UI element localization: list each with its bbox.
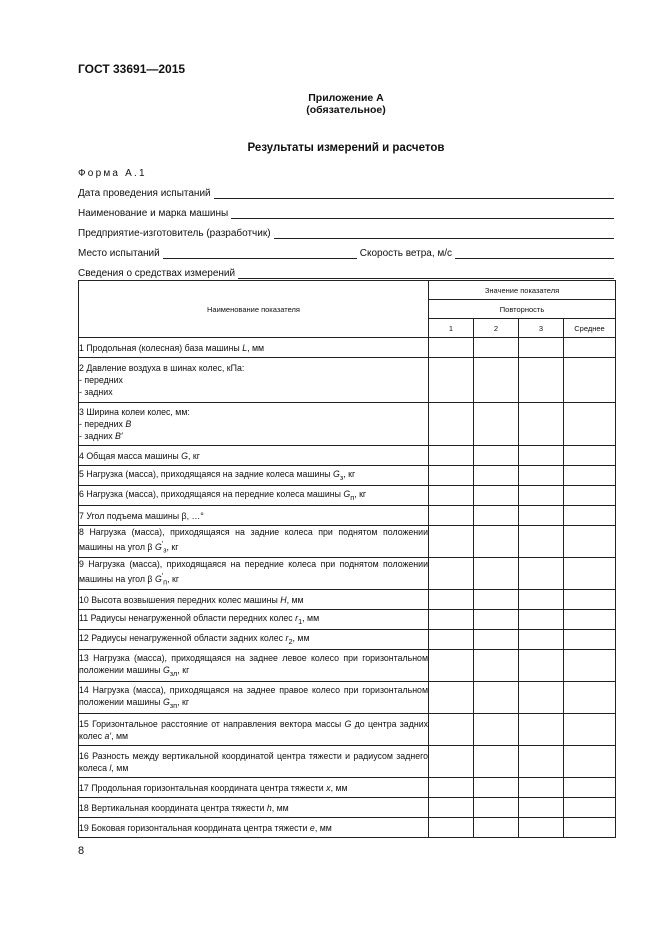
table-row — [79, 818, 616, 838]
value-cell[interactable] — [429, 338, 474, 358]
value-cell[interactable] — [519, 610, 564, 630]
value-cell[interactable] — [474, 778, 519, 798]
row-name: 12 Радиусы ненагруженной области задних колес $r_2$, мм — [79, 630, 429, 650]
value-cell[interactable] — [519, 446, 564, 466]
value-cell[interactable] — [429, 446, 474, 466]
value-cell[interactable] — [429, 682, 474, 714]
value-cell[interactable] — [474, 338, 519, 358]
value-cell[interactable] — [519, 682, 564, 714]
value-cell[interactable] — [474, 403, 519, 446]
mean-cell[interactable] — [564, 338, 616, 358]
value-cell[interactable] — [519, 746, 564, 778]
table-row — [79, 746, 616, 778]
row-name: 8 Нагрузка (масса), приходящаяся на задние колеса при поднятом положении машины на угол β $G'_з$, кг — [79, 526, 429, 558]
header-repeat: Повторность — [429, 300, 616, 319]
row-name: 13 Нагрузка (масса), приходящаяся на заднее левое колесо при горизонтальном положении машины $G_{зл}$, кг — [79, 650, 429, 682]
table-row — [79, 714, 616, 746]
field-machine-name — [78, 205, 614, 219]
value-cell[interactable] — [429, 610, 474, 630]
table-header-row — [79, 281, 616, 300]
value-cell[interactable] — [474, 714, 519, 746]
field-machine-name-line[interactable] — [231, 208, 614, 219]
annex-status: (обязательное) — [306, 104, 386, 116]
value-cell[interactable] — [519, 630, 564, 650]
value-cell[interactable] — [519, 403, 564, 446]
value-cell[interactable] — [429, 526, 474, 558]
header-value: Значение показателя — [429, 281, 616, 300]
form-label: Форма А.1 — [78, 168, 147, 179]
table-row — [79, 650, 616, 682]
row-name: 11 Радиусы ненагруженной области передних колес $r_1$, мм — [79, 610, 429, 630]
value-cell[interactable] — [519, 558, 564, 590]
row-name: 3 Ширина колеи колес, мм: - передних B - задних B′ — [79, 403, 429, 446]
field-place-wind — [78, 245, 614, 259]
value-cell[interactable] — [519, 590, 564, 610]
field-manufacturer-line[interactable] — [274, 228, 614, 239]
header-col-3: 3 — [519, 319, 564, 338]
row-name: 16 Разность между вертикальной координатой центра тяжести и радиусом заднего колеса l, мм — [79, 746, 429, 778]
annex-title: Приложение А — [308, 92, 384, 104]
value-cell[interactable] — [519, 818, 564, 838]
header-col-1: 1 — [429, 319, 474, 338]
field-manufacturer — [78, 225, 614, 239]
row-name: 14 Нагрузка (масса), приходящаяся на заднее правое колесо при горизонтальном положении машины $G_{зп}$, кг — [79, 682, 429, 714]
value-cell[interactable] — [429, 558, 474, 590]
row-name: 15 Горизонтальное расстояние от направления вектора массы G до центра задних колес a′, мм — [79, 714, 429, 746]
mean-cell[interactable] — [564, 466, 616, 486]
field-place-label: Место испытаний — [78, 248, 160, 259]
value-cell[interactable] — [429, 798, 474, 818]
mean-cell[interactable] — [564, 486, 616, 506]
table-row — [79, 466, 616, 486]
value-cell[interactable] — [519, 486, 564, 506]
value-cell[interactable] — [474, 746, 519, 778]
field-wind-label: Скорость ветра, м/с — [359, 248, 453, 259]
table-row — [79, 338, 616, 358]
mean-cell[interactable] — [564, 778, 616, 798]
value-cell[interactable] — [429, 630, 474, 650]
row-name: 10 Высота возвышения передних колес машины H, мм — [79, 590, 429, 610]
mean-cell[interactable] — [564, 818, 616, 838]
mean-cell[interactable] — [564, 403, 616, 446]
row-name: 4 Общая масса машины G, кг — [79, 446, 429, 466]
row-name: 9 Нагрузка (масса), приходящаяся на передние колеса при поднятом положении машины на угол β $G'_п$, кг — [79, 558, 429, 590]
table-row — [79, 558, 616, 590]
mean-cell[interactable] — [564, 746, 616, 778]
page-number: 8 — [78, 845, 85, 857]
row-name: 19 Боковая горизонтальная координата центра тяжести e, мм — [79, 818, 429, 838]
value-cell[interactable] — [519, 798, 564, 818]
value-cell[interactable] — [519, 358, 564, 403]
document-title: Результаты измерений и расчетов — [247, 142, 445, 154]
value-cell[interactable] — [474, 358, 519, 403]
field-test-date — [78, 185, 614, 199]
value-cell[interactable] — [519, 650, 564, 682]
value-cell[interactable] — [429, 506, 474, 526]
table-row — [79, 682, 616, 714]
mean-cell[interactable] — [564, 610, 616, 630]
mean-cell[interactable] — [564, 630, 616, 650]
table-row — [79, 403, 616, 446]
field-instruments-label: Сведения о средствах измерений — [78, 268, 236, 279]
value-cell[interactable] — [429, 746, 474, 778]
field-test-date-line[interactable] — [214, 188, 614, 199]
value-cell[interactable] — [474, 682, 519, 714]
value-cell[interactable] — [519, 526, 564, 558]
table-row — [79, 446, 616, 466]
mean-cell[interactable] — [564, 714, 616, 746]
field-place-line[interactable] — [163, 248, 357, 259]
value-cell[interactable] — [429, 714, 474, 746]
table-row — [79, 798, 616, 818]
standard-code: ГОСТ 33691—2015 — [78, 62, 186, 76]
header-indicator-name: Наименование показателя — [79, 281, 429, 338]
value-cell[interactable] — [429, 403, 474, 446]
mean-cell[interactable] — [564, 682, 616, 714]
mean-cell[interactable] — [564, 558, 616, 590]
mean-cell[interactable] — [564, 650, 616, 682]
value-cell[interactable] — [474, 446, 519, 466]
mean-cell[interactable] — [564, 358, 616, 403]
value-cell[interactable] — [429, 358, 474, 403]
value-cell[interactable] — [474, 818, 519, 838]
value-cell[interactable] — [474, 630, 519, 650]
field-instruments — [78, 265, 614, 279]
value-cell[interactable] — [519, 506, 564, 526]
value-cell[interactable] — [429, 818, 474, 838]
row-name: 5 Нагрузка (масса), приходящаяся на задние колеса машины $G_з$, кг — [79, 466, 429, 486]
header-col-2: 2 — [474, 319, 519, 338]
table-row — [79, 630, 616, 650]
value-cell[interactable] — [429, 650, 474, 682]
row-name: 6 Нагрузка (масса), приходящаяся на передние колеса машины $G_п$, кг — [79, 486, 429, 506]
table-row — [79, 590, 616, 610]
value-cell[interactable] — [474, 610, 519, 630]
mean-cell[interactable] — [564, 798, 616, 818]
field-machine-name-label: Наименование и марка машины — [78, 208, 229, 219]
value-cell[interactable] — [519, 338, 564, 358]
table-row — [79, 526, 616, 558]
field-instruments-line[interactable] — [238, 268, 614, 279]
value-cell[interactable] — [429, 590, 474, 610]
mean-cell[interactable] — [564, 590, 616, 610]
mean-cell[interactable] — [564, 506, 616, 526]
mean-cell[interactable] — [564, 526, 616, 558]
mean-cell[interactable] — [564, 446, 616, 466]
table-row — [79, 506, 616, 526]
field-wind-line[interactable] — [455, 248, 614, 259]
table-row — [79, 778, 616, 798]
value-cell[interactable] — [519, 778, 564, 798]
row-name: 1 Продольная (колесная) база машины L, мм — [79, 338, 429, 358]
value-cell[interactable] — [474, 650, 519, 682]
row-name: 2 Давление воздуха в шинах колес, кПа: - передних - задних — [79, 358, 429, 403]
field-manufacturer-label: Предприятие-изготовитель (разработчик) — [78, 228, 271, 239]
table-row — [79, 610, 616, 630]
value-cell[interactable] — [429, 486, 474, 506]
value-cell[interactable] — [474, 486, 519, 506]
value-cell[interactable] — [474, 590, 519, 610]
field-test-date-label: Дата проведения испытаний — [78, 188, 211, 199]
value-cell[interactable] — [429, 778, 474, 798]
value-cell[interactable] — [474, 558, 519, 590]
value-cell[interactable] — [474, 506, 519, 526]
header-col-mean: Среднее — [564, 319, 616, 338]
value-cell[interactable] — [519, 466, 564, 486]
row-name: 17 Продольная горизонтальная координата центра тяжести x, мм — [79, 778, 429, 798]
value-cell[interactable] — [519, 714, 564, 746]
row-name: 7 Угол подъема машины β, …° — [79, 506, 429, 526]
value-cell[interactable] — [474, 798, 519, 818]
results-table — [78, 280, 616, 838]
value-cell[interactable] — [429, 466, 474, 486]
row-name: 18 Вертикальная координата центра тяжести h, мм — [79, 798, 429, 818]
table-row — [79, 486, 616, 506]
value-cell[interactable] — [474, 466, 519, 486]
value-cell[interactable] — [474, 526, 519, 558]
table-row — [79, 358, 616, 403]
